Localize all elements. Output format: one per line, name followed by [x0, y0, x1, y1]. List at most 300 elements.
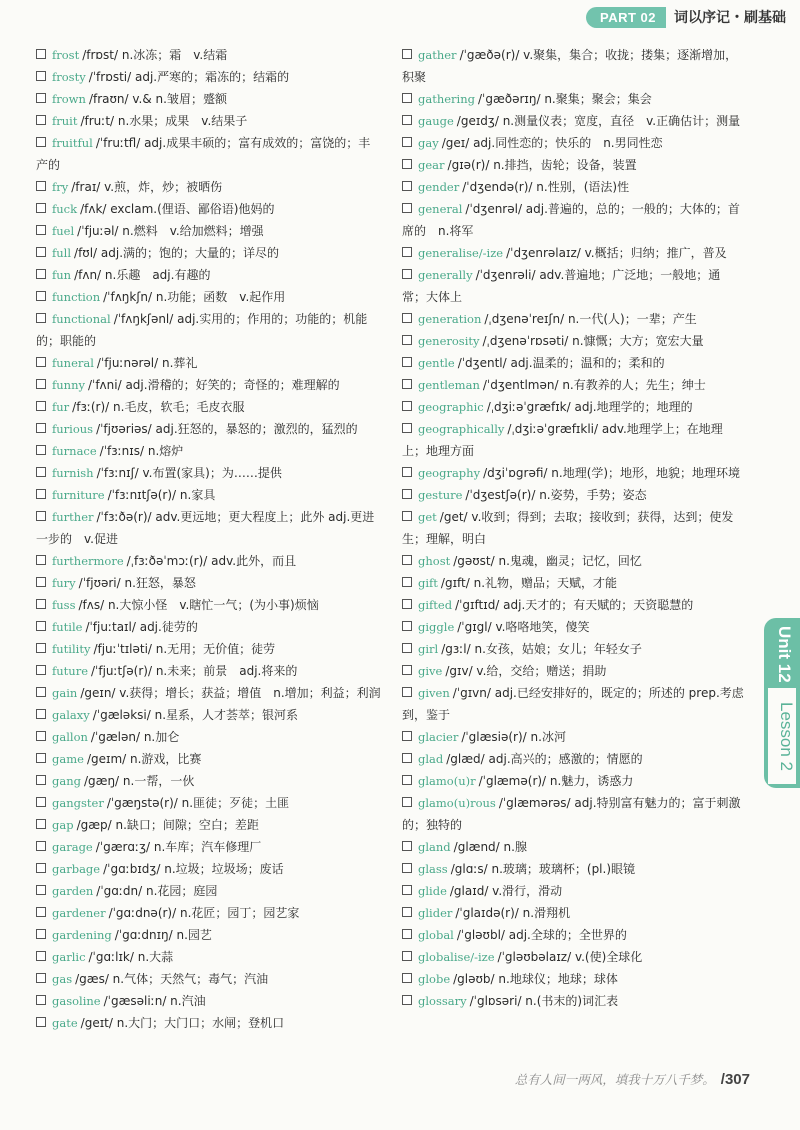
- definition: /ˈfjuːtʃə(r)/ n.未来；前景 adj.将来的: [91, 664, 298, 678]
- word-entry: [402, 572, 744, 594]
- word-entry: [402, 352, 744, 374]
- checkbox-icon[interactable]: [402, 841, 412, 851]
- headword: funeral: [52, 356, 94, 370]
- word-entry: [402, 748, 744, 770]
- checkbox-icon[interactable]: [402, 335, 412, 345]
- definition: /ˈgɑːdn/ n.花园；庭园: [96, 884, 218, 898]
- headword: gardening: [52, 928, 112, 942]
- headword: fur: [52, 400, 70, 414]
- headword: gesture: [418, 488, 463, 502]
- definition: /ˈfʌŋkʃənl/ adj.实用的；作用的；功能的；机能的；职能的: [36, 312, 368, 348]
- definition: /ˈfʌni/ adj.滑稽的；好笑的；奇怪的；难理解的: [87, 378, 340, 392]
- word-entry: [402, 418, 744, 462]
- checkbox-icon[interactable]: [36, 819, 46, 829]
- checkbox-icon[interactable]: [402, 907, 412, 917]
- headword: full: [52, 246, 72, 260]
- word-entry: [36, 704, 381, 726]
- word-entry: [36, 132, 381, 176]
- headword: game: [52, 752, 84, 766]
- word-entry: [36, 902, 381, 924]
- checkbox-icon[interactable]: [402, 181, 412, 191]
- definition: /ˈfɜːnɪʃ/ v.布置(家具)；为……提供: [96, 466, 282, 480]
- word-entry: [402, 198, 744, 242]
- definition: /ˈgæðərɪŋ/ n.聚集；聚会；集会: [478, 92, 652, 106]
- word-entry: [36, 374, 381, 396]
- part-badge: PART 02: [586, 7, 666, 28]
- headword: galaxy: [52, 708, 90, 722]
- headword: further: [52, 510, 94, 524]
- checkbox-icon[interactable]: [36, 269, 46, 279]
- page-number: /307: [720, 1070, 750, 1088]
- checkbox-icon[interactable]: [402, 357, 412, 367]
- word-entry: [36, 792, 381, 814]
- headword: furniture: [52, 488, 105, 502]
- headword: general: [418, 202, 463, 216]
- headword: garbage: [52, 862, 101, 876]
- lesson-label: Lesson 2: [768, 688, 796, 784]
- word-entry: [402, 88, 744, 110]
- word-entry: [36, 396, 381, 418]
- checkbox-icon[interactable]: [36, 929, 46, 939]
- checkbox-icon[interactable]: [36, 313, 46, 323]
- checkbox-icon[interactable]: [402, 863, 412, 873]
- checkbox-icon[interactable]: [402, 401, 412, 411]
- checkbox-icon[interactable]: [36, 181, 46, 191]
- definition: /ˈdʒenrəlaɪz/ v.概括；归纳；推广，普及: [506, 246, 727, 260]
- word-entry: [36, 198, 381, 220]
- word-entry: [402, 484, 744, 506]
- definition: /geɪdʒ/ n.测量仪表；宽度，直径 v.正确估计；测量: [456, 114, 741, 128]
- definition: /dʒiˈɒgrəfi/ n.地理(学)；地形，地貌；地理环境: [483, 466, 741, 480]
- definition: /gɪft/ n.礼物，赠品；天赋，才能: [440, 576, 618, 590]
- headword: garden: [52, 884, 94, 898]
- checkbox-icon[interactable]: [36, 247, 46, 257]
- definition: /ˈdʒentlmən/ n.有教养的人；先生；绅士: [482, 378, 706, 392]
- word-entry: [36, 682, 381, 704]
- headword: gift: [418, 576, 438, 590]
- checkbox-icon[interactable]: [36, 489, 46, 499]
- headword: gate: [52, 1016, 78, 1030]
- definition: /gɪv/ v.给，交给；赠送；捐助: [445, 664, 607, 678]
- checkbox-icon[interactable]: [402, 951, 412, 961]
- checkbox-icon[interactable]: [402, 643, 412, 653]
- definition: /glæd/ adj.高兴的；感激的；情愿的: [446, 752, 643, 766]
- headword: fry: [52, 180, 69, 194]
- word-entry: [36, 176, 381, 198]
- headword: furious: [52, 422, 94, 436]
- definition: /fʌk/ exclam.(俚语、鄙俗语)他妈的: [80, 202, 275, 216]
- definition: /ˈfjʊəri/ n.狂怒，暴怒: [78, 576, 196, 590]
- definition: /gæp/ n.缺口；间隙；空白；差距: [76, 818, 259, 832]
- checkbox-icon[interactable]: [402, 995, 412, 1005]
- headword: generally: [418, 268, 473, 282]
- headword: glad: [418, 752, 444, 766]
- left-word-column: [36, 44, 381, 1034]
- headword: gender: [418, 180, 460, 194]
- definition: /ˈgæðə(r)/ v.聚集，集合；收拢；搂集；逐渐增加，积聚: [402, 48, 738, 84]
- checkbox-icon[interactable]: [36, 577, 46, 587]
- checkbox-icon[interactable]: [402, 775, 412, 785]
- word-entry: [36, 242, 381, 264]
- checkbox-icon[interactable]: [402, 489, 412, 499]
- word-entry: [36, 352, 381, 374]
- headword: glide: [418, 884, 447, 898]
- definition: /ˈfɜːnɪtʃə(r)/ n.家具: [107, 488, 216, 502]
- word-entry: [36, 440, 381, 462]
- headword: fuck: [52, 202, 78, 216]
- word-entry: [402, 726, 744, 748]
- headword: fun: [52, 268, 72, 282]
- checkbox-icon[interactable]: [402, 577, 412, 587]
- definition: /ˈgɑːdnə(r)/ n.花匠；园丁；园艺家: [108, 906, 300, 920]
- checkbox-icon[interactable]: [36, 973, 46, 983]
- checkbox-icon[interactable]: [402, 159, 412, 169]
- definition: /ˈgæsəliːn/ n.汽油: [103, 994, 206, 1008]
- checkbox-icon[interactable]: [402, 247, 412, 257]
- headword: gas: [52, 972, 73, 986]
- definition: /fraɪ/ v.煎，炸，炒；被晒伤: [71, 180, 223, 194]
- definition: /fʌs/ n.大惊小怪 v.瞎忙一气；(为小事)烦恼: [78, 598, 319, 612]
- word-entry: [402, 616, 744, 638]
- definition: /ˈfɜːðə(r)/ adv.更远地；更大程度上；此外 adj.更进一步的 v.促进: [36, 510, 375, 546]
- word-entry: [36, 990, 381, 1012]
- word-entry: [36, 594, 381, 616]
- checkbox-icon[interactable]: [36, 445, 46, 455]
- definition: /ˈgɑːlɪk/ n.大蒜: [88, 950, 174, 964]
- definition: /ˈgɪgl/ v.咯咯地笑，傻笑: [457, 620, 590, 634]
- headword: get: [418, 510, 437, 524]
- word-entry: [36, 110, 381, 132]
- checkbox-icon[interactable]: [36, 599, 46, 609]
- checkbox-icon[interactable]: [36, 225, 46, 235]
- word-entry: [402, 594, 744, 616]
- headword: gentle: [418, 356, 455, 370]
- headword: glossary: [418, 994, 467, 1008]
- word-entry: [36, 286, 381, 308]
- headword: generation: [418, 312, 482, 326]
- definition: /ˈfjuːtaɪl/ adj.徒劳的: [85, 620, 198, 634]
- definition: /ˌdʒenəˈreɪʃn/ n.一代(人)；一辈；产生: [484, 312, 697, 326]
- definition: /ˈglæmə(r)/ n.魅力，诱惑力: [478, 774, 634, 788]
- word-entry: [402, 924, 744, 946]
- word-entry: [402, 462, 744, 484]
- word-entry: [402, 176, 744, 198]
- word-entry: [402, 44, 744, 88]
- definition: /ˈglɒsəri/ n.(书末的)词汇表: [469, 994, 619, 1008]
- word-entry: [36, 462, 381, 484]
- word-entry: [402, 836, 744, 858]
- word-entry: [402, 330, 744, 352]
- word-entry: [402, 858, 744, 880]
- headword: gasoline: [52, 994, 101, 1008]
- definition: /ˈgærɑːʒ/ n.车库；汽车修理厂: [95, 840, 262, 854]
- checkbox-icon[interactable]: [36, 511, 46, 521]
- checkbox-icon[interactable]: [36, 885, 46, 895]
- definition: /ˈdʒestʃə(r)/ n.姿势，手势；姿态: [465, 488, 647, 502]
- definition: /ˌdʒiːəˈgræfɪkli/ adv.地理学上；在地理上；地理方面: [402, 422, 723, 458]
- checkbox-icon[interactable]: [36, 71, 46, 81]
- definition: /ˈfjuːəl/ n.燃料 v.给加燃料；增强: [77, 224, 264, 238]
- word-entry: [36, 418, 381, 440]
- word-entry: [36, 264, 381, 286]
- word-entry: [36, 220, 381, 242]
- checkbox-icon[interactable]: [36, 137, 46, 147]
- checkbox-icon[interactable]: [402, 731, 412, 741]
- checkbox-icon[interactable]: [402, 137, 412, 147]
- checkbox-icon[interactable]: [36, 709, 46, 719]
- headword: frosty: [52, 70, 86, 84]
- checkbox-icon[interactable]: [36, 115, 46, 125]
- definition: /gəʊst/ n.鬼魂，幽灵；记忆，回忆: [453, 554, 642, 568]
- definition: /gɜːl/ n.女孩，姑娘；女儿；年轻女子: [441, 642, 642, 656]
- word-entry: [402, 968, 744, 990]
- checkbox-icon[interactable]: [402, 621, 412, 631]
- definition: /gləʊb/ n.地球仪；地球；球体: [453, 972, 618, 986]
- definition: /ˈgæləksi/ n.星系，人才荟萃；银河系: [92, 708, 299, 722]
- checkbox-icon[interactable]: [36, 93, 46, 103]
- headword: functional: [52, 312, 111, 326]
- checkbox-icon[interactable]: [36, 841, 46, 851]
- checkbox-icon[interactable]: [36, 665, 46, 675]
- checkbox-icon[interactable]: [402, 115, 412, 125]
- definition: /geɪt/ n.大门；大门口；水闸；登机口: [80, 1016, 285, 1030]
- headword: gear: [418, 158, 445, 172]
- definition: /ˌdʒiːəˈgræfɪk/ adj.地理学的；地理的: [486, 400, 693, 414]
- definition: /gæŋ/ n.一帮，一伙: [84, 774, 195, 788]
- checkbox-icon[interactable]: [402, 929, 412, 939]
- headword: fury: [52, 576, 76, 590]
- headword: furnace: [52, 444, 97, 458]
- checkbox-icon[interactable]: [36, 203, 46, 213]
- checkbox-icon[interactable]: [36, 467, 46, 477]
- definition: /ˌdʒenəˈrɒsəti/ n.慷慨；大方；宽宏大量: [482, 334, 704, 348]
- headword: futile: [52, 620, 83, 634]
- page-footer: [515, 1070, 750, 1088]
- definition: /fjuːˈtɪləti/ n.无用；无价值；徒劳: [93, 642, 276, 656]
- headword: glamo(u)rous: [418, 796, 496, 810]
- definition: /geɪ/ adj.同性恋的；快乐的 n.男同性恋: [441, 136, 663, 150]
- definition: /frɒst/ n.冰冻；霜 v.结霜: [82, 48, 228, 62]
- checkbox-icon[interactable]: [402, 599, 412, 609]
- checkbox-icon[interactable]: [402, 379, 412, 389]
- checkbox-icon[interactable]: [36, 753, 46, 763]
- checkbox-icon[interactable]: [36, 775, 46, 785]
- definition: /geɪn/ v.获得；增长；获益；增值 n.增加；利益；利润: [80, 686, 381, 700]
- word-entry: [36, 726, 381, 748]
- definition: /ˈgæŋstə(r)/ n.匪徒；歹徒；土匪: [106, 796, 290, 810]
- definition: /ˈfjʊəriəs/ adj.狂怒的，暴怒的；激烈的，猛烈的: [96, 422, 358, 436]
- definition: /ˈgɑːbɪdʒ/ n.垃圾；垃圾场；废话: [103, 862, 284, 876]
- word-entry: [402, 946, 744, 968]
- checkbox-icon[interactable]: [36, 555, 46, 565]
- headword: gather: [418, 48, 457, 62]
- word-entry: [402, 902, 744, 924]
- word-entry: [36, 968, 381, 990]
- word-entry: [36, 836, 381, 858]
- definition: /gæs/ n.气体；天然气；毒气；汽油: [75, 972, 269, 986]
- checkbox-icon[interactable]: [402, 269, 412, 279]
- headword: global: [418, 928, 454, 942]
- checkbox-icon[interactable]: [36, 49, 46, 59]
- word-entry: [36, 858, 381, 880]
- headword: gifted: [418, 598, 453, 612]
- checkbox-icon[interactable]: [402, 973, 412, 983]
- word-entry: [36, 946, 381, 968]
- checkbox-icon[interactable]: [36, 797, 46, 807]
- checkbox-icon[interactable]: [36, 357, 46, 367]
- headword: glacier: [418, 730, 459, 744]
- definition: /ˈfjuːnərəl/ n.葬礼: [96, 356, 198, 370]
- definition: /get/ v.收到；得到；去取；接收到；获得，达到；使发生；理解，明白: [402, 510, 734, 546]
- definition: /glɑːs/ n.玻璃；玻璃杯；(pl.)眼镜: [450, 862, 636, 876]
- headword: girl: [418, 642, 439, 656]
- checkbox-icon[interactable]: [402, 753, 412, 763]
- word-entry: [36, 814, 381, 836]
- word-entry: [36, 638, 381, 660]
- headword: futility: [52, 642, 91, 656]
- definition: /glaɪd/ v.滑行，滑动: [449, 884, 563, 898]
- headword: fruit: [52, 114, 78, 128]
- word-entry: [36, 572, 381, 594]
- checkbox-icon[interactable]: [402, 687, 412, 697]
- word-entry: [402, 880, 744, 902]
- word-entry: [402, 682, 744, 726]
- headword: giggle: [418, 620, 455, 634]
- checkbox-icon[interactable]: [402, 665, 412, 675]
- checkbox-icon[interactable]: [402, 885, 412, 895]
- footer-motto: 总有人间一两风，填我十万八千梦。: [514, 1072, 715, 1087]
- checkbox-icon[interactable]: [36, 951, 46, 961]
- checkbox-icon[interactable]: [36, 423, 46, 433]
- headword: globalise/-ize: [418, 950, 495, 964]
- definition: /ˈdʒenrəli/ adv.普遍地；广泛地；一般地；通常；大体上: [402, 268, 721, 304]
- checkbox-icon[interactable]: [36, 291, 46, 301]
- headword: globe: [418, 972, 451, 986]
- definition: /ˈgælən/ n.加仑: [90, 730, 180, 744]
- headword: gallon: [52, 730, 88, 744]
- word-entry: [402, 242, 744, 264]
- checkbox-icon[interactable]: [402, 555, 412, 565]
- definition: /ˈglæsiə(r)/ n.冰河: [461, 730, 566, 744]
- checkbox-icon[interactable]: [36, 401, 46, 411]
- word-entry: [36, 660, 381, 682]
- definition: /ˈgɪvn/ adj.已经安排好的，既定的；所述的 prep.考虑到，鉴于: [402, 686, 744, 722]
- definition: /ˈdʒenrəl/ adj.普遍的，总的；一般的；大体的；首席的 n.将军: [402, 202, 740, 238]
- headword: geographically: [418, 422, 505, 436]
- word-entry: [402, 132, 744, 154]
- checkbox-icon[interactable]: [402, 511, 412, 521]
- word-entry: [36, 924, 381, 946]
- word-entry: [402, 308, 744, 330]
- word-entry: [402, 110, 744, 132]
- word-entry: [402, 990, 744, 1012]
- definition: /ˈdʒentl/ adj.温柔的；温和的；柔和的: [457, 356, 665, 370]
- definition: /fɜː(r)/ n.毛皮，软毛；毛皮衣服: [72, 400, 245, 414]
- definition: /ˌfɜːðəˈmɔː(r)/ adv.此外，而且: [126, 554, 297, 568]
- unit-label: Unit 12: [775, 625, 794, 683]
- definition: /fruːt/ n.水果；成果 v.结果子: [80, 114, 248, 128]
- headword: gardener: [52, 906, 106, 920]
- headword: gay: [418, 136, 439, 150]
- definition: /geɪm/ n.游戏，比赛: [86, 752, 202, 766]
- word-entry: [402, 638, 744, 660]
- definition: /ˈfrɒsti/ adj.严寒的；霜冻的；结霜的: [88, 70, 290, 84]
- word-entry: [36, 748, 381, 770]
- definition: /fʌn/ n.乐趣 adj.有趣的: [74, 268, 211, 282]
- checkbox-icon[interactable]: [36, 995, 46, 1005]
- word-entry: [402, 374, 744, 396]
- headword: future: [52, 664, 88, 678]
- headword: gang: [52, 774, 81, 788]
- word-entry: [402, 154, 744, 176]
- checkbox-icon[interactable]: [402, 797, 412, 807]
- checkbox-icon[interactable]: [402, 313, 412, 323]
- headword: furthermore: [52, 554, 124, 568]
- checkbox-icon[interactable]: [402, 203, 412, 213]
- word-entry: [36, 1012, 381, 1034]
- checkbox-icon[interactable]: [36, 1017, 46, 1027]
- word-entry: [36, 88, 381, 110]
- headword: fuel: [52, 224, 75, 238]
- checkbox-icon[interactable]: [402, 49, 412, 59]
- definition: /ˈgɑːdnɪŋ/ n.园艺: [114, 928, 212, 942]
- definition: /ˈdʒendə(r)/ n.性别，(语法)性: [462, 180, 630, 194]
- checkbox-icon[interactable]: [36, 687, 46, 697]
- checkbox-icon[interactable]: [402, 93, 412, 103]
- headword: generalise/-ize: [418, 246, 504, 260]
- checkbox-icon[interactable]: [36, 643, 46, 653]
- headword: give: [418, 664, 443, 678]
- word-entry: [36, 550, 381, 572]
- checkbox-icon[interactable]: [36, 907, 46, 917]
- definition: /ˈgɪftɪd/ adj.天才的；有天赋的；天资聪慧的: [455, 598, 694, 612]
- checkbox-icon[interactable]: [36, 621, 46, 631]
- headword: geographic: [418, 400, 484, 414]
- checkbox-icon[interactable]: [36, 379, 46, 389]
- word-entry: [36, 66, 381, 88]
- headword: gathering: [418, 92, 475, 106]
- right-word-column: [402, 44, 744, 1012]
- definition: /ˈglæmərəs/ adj.特别富有魅力的；富于刺激的；独特的: [402, 796, 741, 832]
- word-entry: [402, 264, 744, 308]
- word-entry: [36, 484, 381, 506]
- headword: gauge: [418, 114, 454, 128]
- headword: fuss: [52, 598, 76, 612]
- definition: /ˈgləʊbl/ adj.全球的；全世界的: [456, 928, 627, 942]
- headword: fruitful: [52, 136, 93, 150]
- headword: gap: [52, 818, 74, 832]
- headword: gentleman: [418, 378, 480, 392]
- checkbox-icon[interactable]: [402, 467, 412, 477]
- checkbox-icon[interactable]: [36, 731, 46, 741]
- headword: ghost: [418, 554, 451, 568]
- definition: /glænd/ n.腺: [453, 840, 527, 854]
- checkbox-icon[interactable]: [36, 863, 46, 873]
- unit-side-tab: [764, 618, 800, 788]
- headword: furnish: [52, 466, 94, 480]
- definition: /fraʊn/ v.& n.皱眉；蹙额: [88, 92, 227, 106]
- word-entry: [402, 770, 744, 792]
- headword: gangster: [52, 796, 104, 810]
- word-entry: [36, 880, 381, 902]
- checkbox-icon[interactable]: [402, 423, 412, 433]
- definition: /ˈfruːtfl/ adj.成果丰硕的；富有成效的；富饶的；丰产的: [36, 136, 371, 172]
- headword: garage: [52, 840, 93, 854]
- definition: /fʊl/ adj.满的；饱的；大量的；详尽的: [74, 246, 280, 260]
- word-entry: [36, 44, 381, 66]
- headword: generosity: [418, 334, 480, 348]
- headword: geography: [418, 466, 481, 480]
